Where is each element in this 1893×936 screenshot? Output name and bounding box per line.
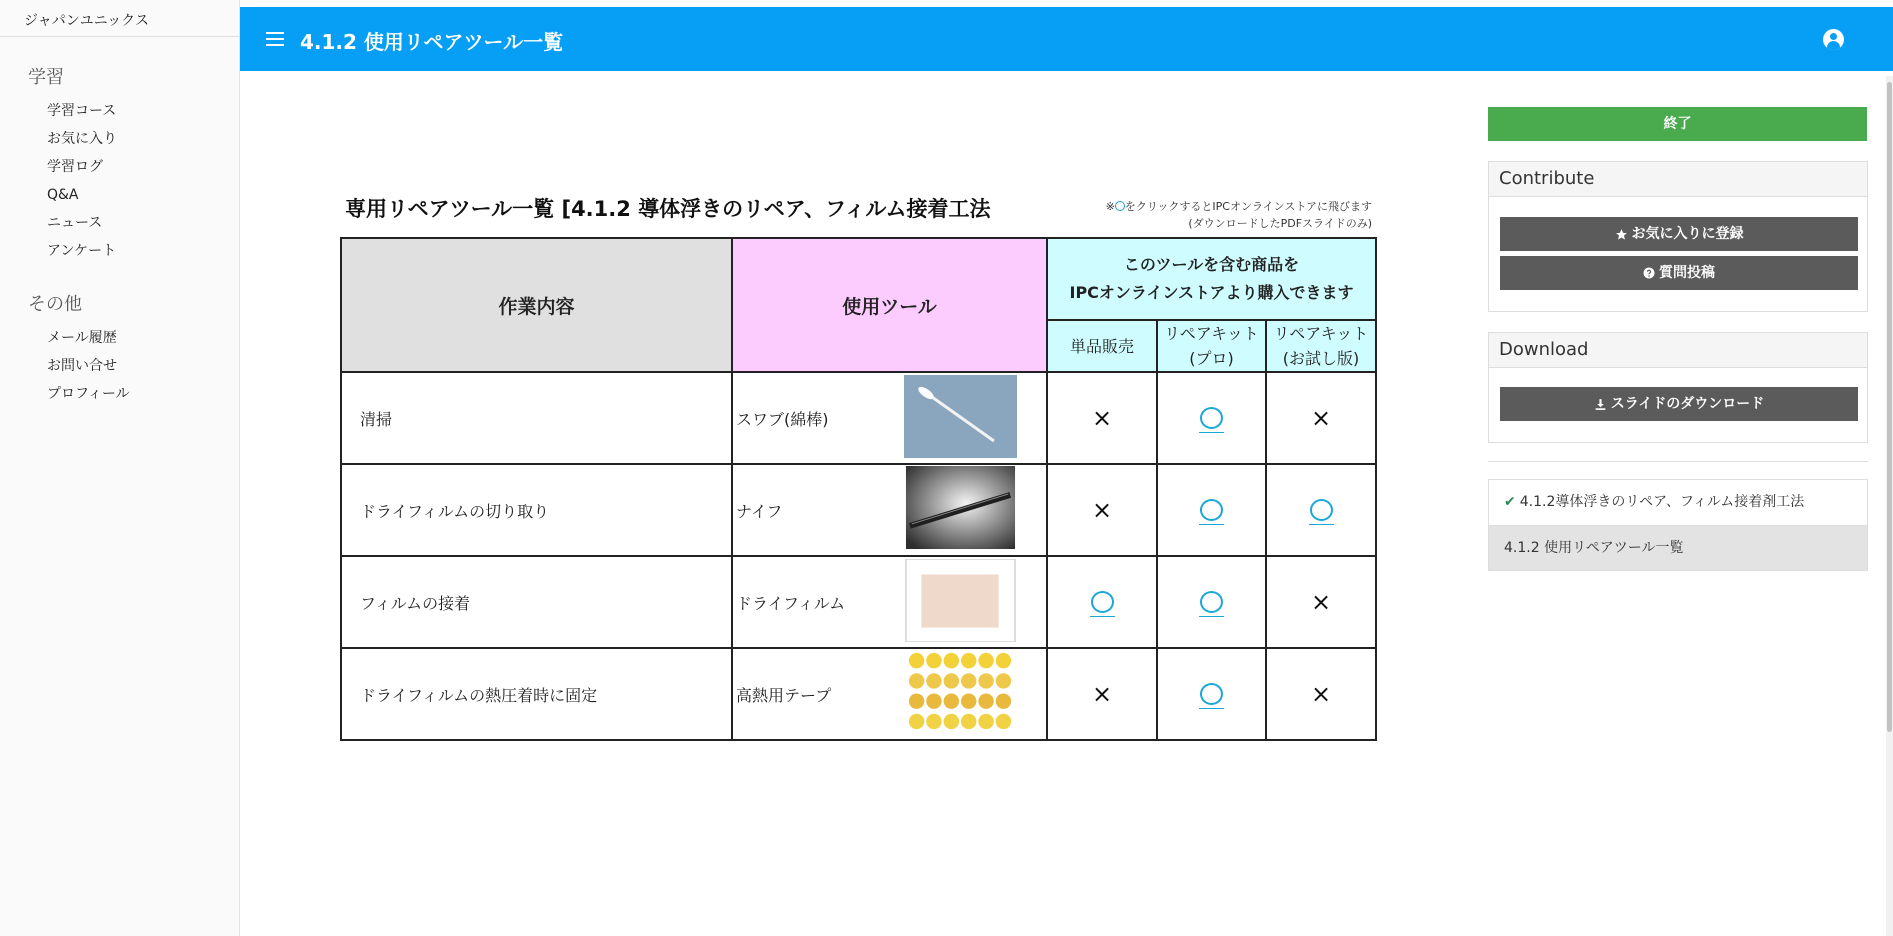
right-panel [1488, 107, 1868, 556]
heat-tape-photo [904, 651, 1017, 734]
download-card [1488, 332, 1868, 443]
lesson-list [1488, 479, 1868, 571]
scrollbar[interactable] [1886, 76, 1893, 936]
sidebar-item-mail-history[interactable]: メール履歴 [47, 330, 117, 346]
swab-photo [904, 375, 1017, 458]
slide-title: 専用リペアツール一覧 [4.1.2 導体浮きのリペア、フィルム接着工法 [345, 197, 991, 221]
mark-single [1047, 464, 1157, 556]
header-kit-trial-line-1: リペアキット [1273, 324, 1369, 343]
table-row [341, 556, 1376, 648]
sidebar-item-qa[interactable]: Q&A [47, 187, 79, 203]
note-line-2: (ダウンロードしたPDFスライドのみ) [1188, 217, 1372, 230]
mark-single [1047, 372, 1157, 464]
task-cell: ドライフィルムの熱圧着時に固定 [341, 648, 732, 740]
circle-mark-icon [1115, 201, 1125, 211]
page-title: 4.1.2 使用リペアツール一覧 [300, 30, 564, 54]
menu-icon[interactable] [266, 31, 284, 47]
question-button[interactable] [1500, 256, 1858, 290]
scroll-thumb[interactable] [1887, 82, 1892, 732]
mark-kit-trial [1266, 648, 1376, 740]
mark-kit-trial [1266, 372, 1376, 464]
mark-kit-pro [1157, 464, 1266, 556]
contribute-card [1488, 161, 1868, 312]
note-text: をクリックするとIPCオンラインストアに飛びます [1124, 200, 1372, 213]
mark-x: × [1310, 680, 1332, 708]
finish-button[interactable]: 終了 [1488, 107, 1867, 141]
star-icon [1615, 228, 1628, 241]
favorite-button[interactable] [1500, 217, 1858, 251]
tool-cell [732, 556, 1047, 648]
header-kit-pro [1157, 320, 1266, 372]
account-circle-icon[interactable] [1823, 29, 1844, 50]
tool-name: ドライフィルム [736, 593, 846, 613]
mark-kit-pro [1157, 648, 1266, 740]
mark-single [1047, 648, 1157, 740]
tool-name: ナイフ [736, 501, 783, 521]
mark-kit-trial [1266, 556, 1376, 648]
mark-kit-pro [1157, 372, 1266, 464]
lesson-item-current[interactable]: 4.1.2 使用リペアツール一覧 [1489, 525, 1867, 570]
header-store-line-2: IPCオンラインストアより購入できます [1069, 283, 1354, 302]
tool-cell [732, 464, 1047, 556]
sidebar-section-other: その他 [28, 294, 82, 315]
sidebar-item-favorites[interactable]: お気に入り [47, 131, 117, 147]
header-kit-trial-line-2: (お試し版) [1282, 349, 1360, 368]
download-title: Download [1489, 333, 1867, 368]
mark-x: × [1091, 404, 1113, 432]
contribute-title: Contribute [1489, 162, 1867, 197]
table-row [341, 648, 1376, 740]
task-cell: フィルムの接着 [341, 556, 732, 648]
sidebar-item-profile[interactable]: プロフィール [47, 386, 130, 402]
lesson-label: 4.1.2導体浮きのリペア、フィルム接着剤工法 [1519, 494, 1805, 510]
tool-name: スワブ(綿棒) [736, 409, 829, 429]
mark-x: × [1310, 588, 1332, 616]
tool-cell [732, 372, 1047, 464]
question-label: 質問投稿 [1659, 265, 1715, 281]
store-link-circle[interactable] [1200, 591, 1223, 613]
sidebar-item-news[interactable]: ニュース [47, 215, 103, 231]
repair-tool-table [340, 237, 1377, 741]
top-header [240, 7, 1893, 71]
mark-single [1047, 556, 1157, 648]
sidebar [0, 0, 240, 936]
download-icon [1594, 398, 1607, 411]
table-header-row [341, 238, 1376, 320]
tool-name: 高熱用テープ [736, 685, 832, 705]
sidebar-item-courses[interactable]: 学習コース [47, 103, 117, 119]
dry-film-photo [904, 559, 1017, 642]
slide-note [1030, 198, 1372, 232]
header-store-line-1: このツールを含む商品を [1123, 255, 1300, 274]
store-link-circle[interactable] [1200, 407, 1223, 429]
store-link-circle[interactable] [1200, 499, 1223, 521]
table-row [341, 372, 1376, 464]
table-row [341, 464, 1376, 556]
task-cell: 清掃 [341, 372, 732, 464]
store-link-circle[interactable] [1200, 683, 1223, 705]
sidebar-item-survey[interactable]: アンケート [47, 243, 117, 259]
lesson-item[interactable] [1489, 480, 1867, 525]
question-circle-icon [1643, 267, 1655, 279]
header-kit-trial [1266, 320, 1376, 372]
header-tool: 使用ツール [732, 238, 1047, 372]
sidebar-learning-list [0, 97, 239, 265]
check-icon: ✔ [1504, 494, 1516, 510]
header-single: 単品販売 [1047, 320, 1157, 372]
store-link-circle[interactable] [1091, 591, 1114, 613]
header-task: 作業内容 [341, 238, 732, 372]
tool-cell [732, 648, 1047, 740]
knife-photo [904, 466, 1017, 549]
sidebar-section-learning: 学習 [28, 67, 64, 88]
sidebar-other-list [0, 324, 239, 408]
mark-x: × [1091, 496, 1113, 524]
store-link-circle[interactable] [1310, 499, 1333, 521]
sidebar-item-learning-log[interactable]: 学習ログ [47, 159, 103, 175]
favorite-label: お気に入りに登録 [1631, 226, 1744, 242]
task-cell: ドライフィルムの切り取り [341, 464, 732, 556]
brand-name[interactable]: ジャパンユニックス [0, 0, 239, 37]
header-kit-pro-line-1: リペアキット [1164, 324, 1259, 343]
mark-x: × [1091, 680, 1113, 708]
sidebar-item-contact[interactable]: お問い合せ [47, 358, 117, 374]
note-prefix: ※ [1105, 200, 1115, 213]
panel-divider [1488, 461, 1868, 462]
header-kit-pro-line-2: (プロ) [1189, 349, 1234, 368]
mark-kit-trial [1266, 464, 1376, 556]
download-slides-button[interactable] [1500, 387, 1858, 421]
header-store [1047, 238, 1376, 320]
mark-kit-pro [1157, 556, 1266, 648]
mark-x: × [1310, 404, 1332, 432]
download-slides-label: スライドのダウンロード [1610, 396, 1765, 412]
